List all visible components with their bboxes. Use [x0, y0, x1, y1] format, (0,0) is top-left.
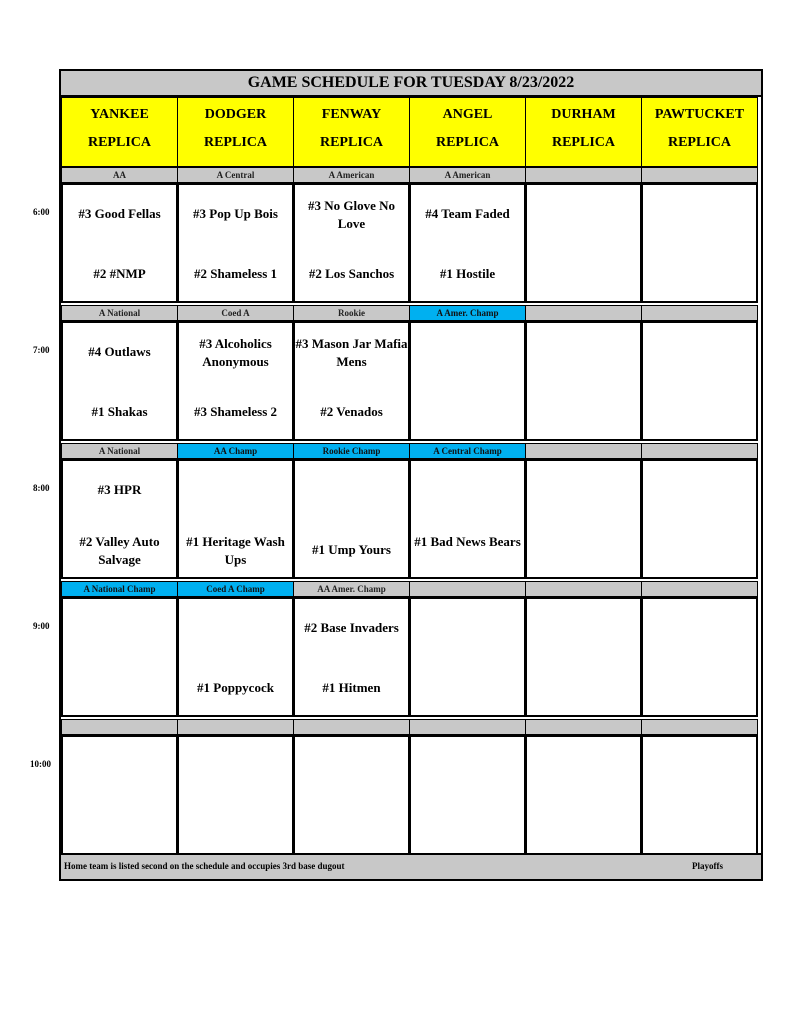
field-header [177, 97, 294, 167]
game-cell [293, 597, 410, 717]
division-label: A Central [177, 167, 294, 183]
home-team: #1 Ump Yours [312, 542, 391, 557]
game-cell [641, 597, 758, 717]
game-cell [61, 597, 178, 717]
division-label: Rookie [293, 305, 410, 321]
division-label: AA Amer. Champ [293, 581, 410, 597]
game-cell [641, 183, 758, 303]
division-label: A National [61, 305, 178, 321]
division-label [525, 167, 642, 183]
time-label: 8:00 [33, 483, 50, 493]
game-cell [61, 321, 178, 441]
away-team: #3 Good Fellas [78, 206, 161, 221]
division-label: A Central Champ [409, 443, 526, 459]
footer-legend: Playoffs [692, 861, 723, 871]
field-subtitle: REPLICA [319, 135, 383, 150]
time-label: 10:00 [30, 759, 51, 769]
division-label [641, 305, 758, 321]
time-label: 6:00 [33, 207, 50, 217]
away-team: #2 Base Invaders [304, 620, 399, 635]
home-team: #1 Shakas [91, 404, 148, 419]
field-header [61, 97, 178, 167]
division-label: A National Champ [61, 581, 178, 597]
game-cell [641, 735, 758, 855]
game-cell [293, 735, 410, 855]
schedule-footer [61, 853, 761, 879]
time-label: 7:00 [33, 345, 50, 355]
game-cell [409, 183, 526, 303]
division-label: A National [61, 443, 178, 459]
division-label [525, 443, 642, 459]
field-header [409, 97, 526, 167]
division-label: Rookie Champ [293, 443, 410, 459]
home-team: #1 Heritage Wash Ups [186, 534, 285, 567]
division-label [525, 719, 642, 735]
division-label [641, 443, 758, 459]
division-label: A American [293, 167, 410, 183]
schedule-table [59, 69, 763, 881]
schedule-title: GAME SCHEDULE FOR TUESDAY 8/23/2022 [61, 71, 761, 97]
game-cell [177, 321, 294, 441]
field-subtitle: REPLICA [87, 135, 151, 150]
division-label [409, 719, 526, 735]
footer-note: Home team is listed second on the schedule and occupies 3rd base dugout [64, 861, 345, 871]
game-cell [525, 183, 642, 303]
field-header [525, 97, 642, 167]
away-team: #4 Team Faded [425, 206, 510, 221]
field-name: FENWAY [321, 107, 382, 122]
game-cell [525, 735, 642, 855]
division-label [641, 167, 758, 183]
game-cell [61, 735, 178, 855]
game-cell [293, 459, 410, 579]
time-label: 9:00 [33, 621, 50, 631]
home-team: #2 Shameless 1 [193, 266, 278, 281]
away-team: #3 No Glove No Love [307, 198, 396, 231]
division-label: Coed A [177, 305, 294, 321]
field-name: DURHAM [551, 107, 616, 122]
game-cell [61, 183, 178, 303]
game-cell [525, 321, 642, 441]
division-label [293, 719, 410, 735]
division-label [641, 719, 758, 735]
home-team: #2 Valley Auto Salvage [79, 534, 160, 567]
division-label: AA Champ [177, 443, 294, 459]
away-team: #3 Mason Jar Mafia Mens [295, 336, 408, 369]
division-label [409, 581, 526, 597]
game-cell [177, 459, 294, 579]
field-subtitle: REPLICA [667, 135, 731, 150]
game-cell [409, 459, 526, 579]
game-cell [409, 735, 526, 855]
away-team: #3 Alcoholics Anonymous [199, 336, 272, 369]
field-subtitle: REPLICA [435, 135, 499, 150]
division-label [525, 581, 642, 597]
game-cell [525, 597, 642, 717]
field-name: YANKEE [90, 107, 149, 122]
game-cell [409, 321, 526, 441]
division-label: AA [61, 167, 178, 183]
game-cell [61, 459, 178, 579]
division-label [177, 719, 294, 735]
field-name: ANGEL [442, 107, 493, 122]
division-label [525, 305, 642, 321]
home-team: #3 Shameless 2 [193, 404, 278, 419]
home-team: #2 Los Sanchos [308, 266, 395, 281]
field-header [641, 97, 758, 167]
field-name: PAWTUCKET [654, 107, 745, 122]
game-cell [525, 459, 642, 579]
away-team: #3 Pop Up Bois [193, 206, 278, 221]
division-label [641, 581, 758, 597]
game-cell [177, 183, 294, 303]
game-cell [293, 183, 410, 303]
game-cell [177, 735, 294, 855]
division-label: A American [409, 167, 526, 183]
field-name: DODGER [204, 107, 267, 122]
home-team: #1 Hitmen [322, 680, 381, 695]
home-team: #1 Bad News Bears [414, 534, 521, 549]
home-team: #2 Venados [320, 404, 383, 419]
game-cell [293, 321, 410, 441]
home-team: #2 #NMP [93, 266, 146, 281]
game-cell [177, 597, 294, 717]
field-subtitle: REPLICA [203, 135, 267, 150]
division-label: A Amer. Champ [409, 305, 526, 321]
division-label [61, 719, 178, 735]
home-team: #1 Hostile [439, 266, 496, 281]
game-cell [641, 321, 758, 441]
field-subtitle: REPLICA [551, 135, 615, 150]
game-cell [641, 459, 758, 579]
game-cell [409, 597, 526, 717]
away-team: #4 Outlaws [88, 344, 151, 359]
home-team: #1 Poppycock [197, 680, 274, 695]
division-label: Coed A Champ [177, 581, 294, 597]
field-header [293, 97, 410, 167]
away-team: #3 HPR [97, 482, 142, 497]
